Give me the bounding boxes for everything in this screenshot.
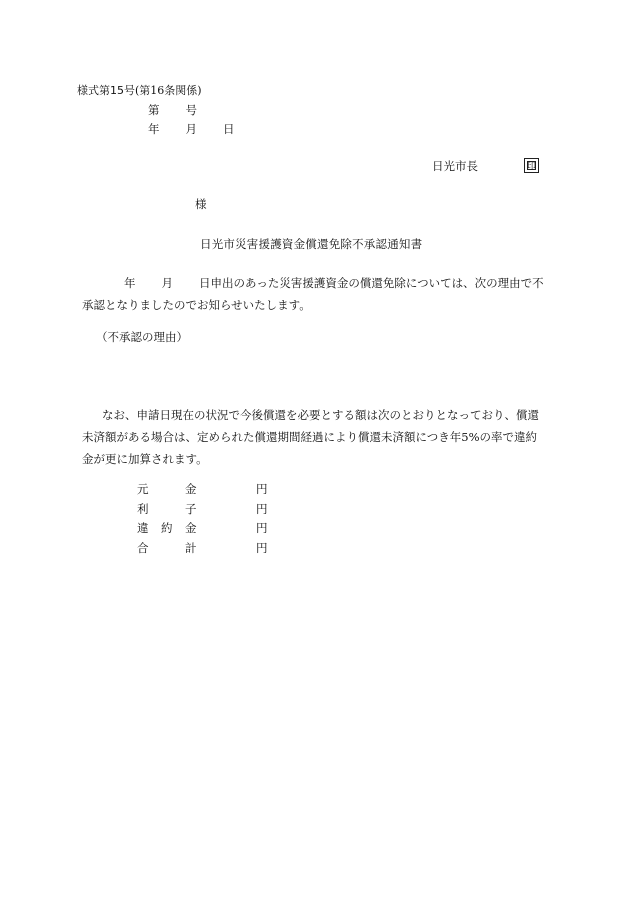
document-title: 日光市災害援護資金償還免除不承認通知書 [200,237,423,251]
form-number-label: 様式第15号 [77,84,135,97]
document-number-prefix: 第 [148,103,160,117]
notice-line2-text: 承認となりましたのでお知らせいたします。 [82,298,311,312]
issue-date-day: 日 [223,122,235,136]
notice-year: 年 [124,276,136,290]
amount-row-total: 合 計 円 [137,540,268,555]
seal-stamp-box [524,158,539,173]
recipient-honorific: 様 [195,197,207,211]
amount-row-principal: 元 金 円 [137,482,268,496]
issue-date-month: 月 [185,122,197,136]
document-number-suffix: 号 [185,103,197,117]
balance-paragraph [82,404,555,470]
notice-line1-text: 日申出のあった災害援護資金の償還免除については、次の理由で不 [199,276,544,290]
form-number [77,85,202,96]
document-number-line [148,105,197,117]
amount-unit: 円 [256,482,268,496]
balance-line1: なお、申請日現在の状況で今後償還を必要とする額は次のとおりとなっており、償還 [102,408,539,422]
amount-row-interest: 利 子 円 [137,501,268,516]
seal-stamp-label: 印 [526,162,536,172]
issue-date-year: 年 [148,122,160,136]
amount-row-penalty: 違 約 金 円 [137,521,268,535]
notice-month: 月 [161,276,173,290]
amount-unit: 円 [256,540,268,555]
notice-paragraph [82,272,560,316]
form-number-relation: (第16条関係) [135,84,202,97]
amount-unit: 円 [256,521,268,535]
amounts-table [137,484,277,562]
sender-name: 日光市長 [432,159,478,173]
amount-unit: 円 [256,501,268,516]
reason-heading: （不承認の理由） [96,330,188,344]
issue-date-line [148,124,235,136]
balance-line3: 金が更に加算されます。 [82,452,208,466]
balance-line2: 未済額がある場合は、定められた償還期間経過により償還未済額につき年5%の率で違約 [82,430,538,444]
